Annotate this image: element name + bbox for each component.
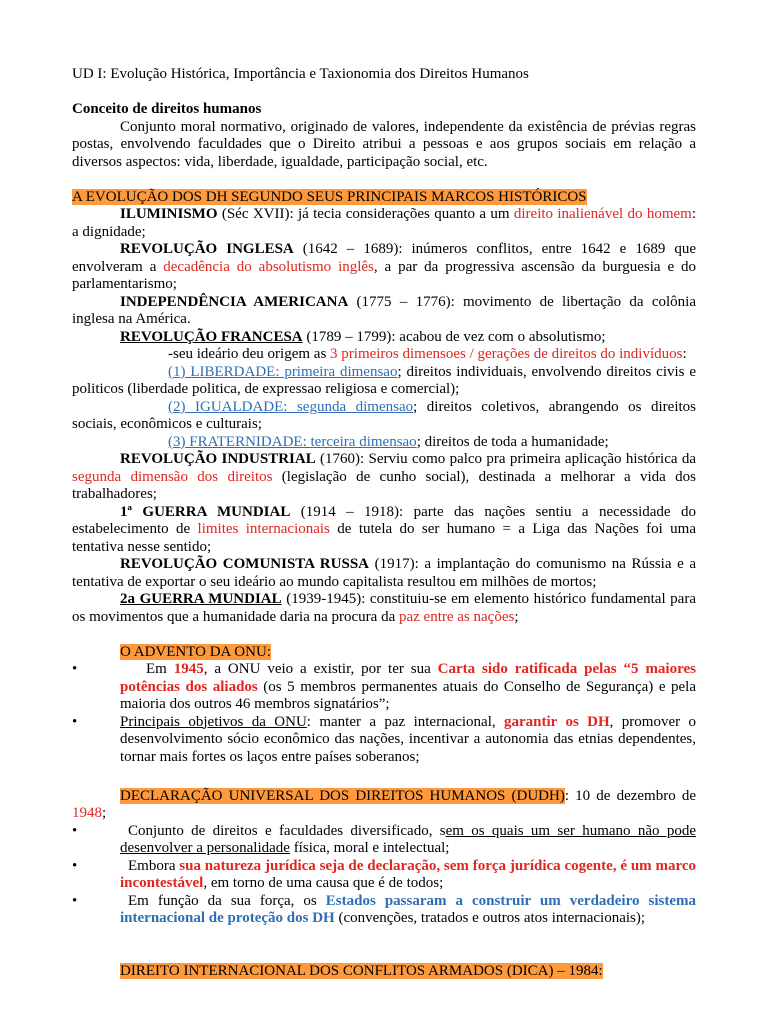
independencia-americana-paragraph: INDEPENDÊNCIA AMERICANA (1775 – 1776): movimento de libertação da colônia inglesa na América.: [72, 293, 696, 327]
evolution-heading: A EVOLUÇÃO DOS DH SEGUNDO SEUS PRINCIPAIS MARCOS HISTÓRICOS: [72, 188, 587, 205]
concept-text: Conjunto moral normativo, originado de valores, independente da existência de prévias regras postas, envolvendo faculdades que o Direito atribui a pessoas e aos grupos sociais em relação a diversos aspectos: vida, liberdade, igualdade, participação social, etc.: [72, 118, 696, 170]
dimension-3: (3) FRATERNIDADE: terceira dimensao; direitos de toda a humanidade;: [168, 433, 609, 450]
dudh-bullet-1: • Conjunto de direitos e faculdades diversificado, sem os quais um ser humano não pode desenvolver a personalidade física, moral e intelectual;: [72, 822, 696, 856]
onu-bullet-2: • Principais objetivos da ONU: manter a paz internacional, garantir os DH, promover o desenvolvimento sócio econômico das nações, incentivar a autonomia das etnias dependentes, tornar mais fortes os laços entre países soberanos;: [72, 713, 696, 765]
francesa-subline: -seu ideário deu origem as 3 primeiros dimensoes / gerações de direitos do indivíduos:: [168, 346, 687, 362]
dudh-paragraph: DECLARAÇÃO UNIVERSAL DOS DIREITOS HUMANOS (DUDH): 10 de dezembro de 1948;: [72, 787, 696, 821]
document-page: [72, 66, 696, 980]
bullet-glyph: •: [72, 822, 78, 839]
bullet-glyph: •: [72, 661, 78, 677]
onu-bullet-1: • Em 1945, a ONU veio a existir, por ter sua Carta sido ratificada pelas “5 maiores potências dos aliados (os 5 membros permanentes atuais do Conselho de Segurança) e pela maioria dos outros 46 membros signatários”;: [72, 661, 696, 712]
revolucao-inglesa-paragraph: REVOLUÇÃO INGLESA (1642 – 1689): inúmeros conflitos, entre 1642 e 1689 que envolveram a decadência do absolutismo inglês, a par da progressiva ascensão da burguesia e do parlamentarismo;: [72, 241, 696, 292]
primeira-guerra-paragraph: 1ª GUERRA MUNDIAL (1914 – 1918): parte das nações sentiu a necessidade do estabelecimento de limites internacionais de tutela do ser humano = a Liga das Nações foi uma tentativa nesse sentido;: [72, 503, 697, 555]
bullet-glyph: •: [72, 857, 78, 874]
document-title: UD I: Evolução Histórica, Importância e Taxionomia dos Direitos Humanos: [72, 66, 529, 82]
dimension-1: (1) LIBERDADE: primeira dimensao; direitos individuais, envolvendo direitos civis e politicos (liberdade politica, de expressao religiosa e comercial);: [72, 363, 696, 397]
onu-heading: O ADVENTO DA ONU:: [120, 643, 271, 660]
bullet-glyph: •: [72, 892, 78, 909]
iluminismo-paragraph: ILUMINISMO (Séc XVII): já tecia considerações quanto a um direito inalienável do homem: a dignidade;: [72, 206, 696, 240]
revolucao-industrial-paragraph: REVOLUÇÃO INDUSTRIAL (1760): Serviu como palco pra primeira aplicação histórica da segunda dimensão dos direitos (legislação de cunho social), destinada a melhorar a vida dos trabalhadores;: [72, 451, 696, 502]
dudh-bullet-2: • Embora sua natureza jurídica seja de declaração, sem força jurídica cogente, é um marco incontestável, em torno de uma causa que é de todos;: [72, 857, 697, 891]
bullet-glyph: •: [72, 713, 78, 730]
revolucao-russa-paragraph: REVOLUÇÃO COMUNISTA RUSSA (1917): a implantação do comunismo na Rússia e a tentativa de exportar o seu ideário ao mundo capitalista resultou em milhões de mortos;: [72, 556, 696, 590]
dimension-2: (2) IGUALDADE: segunda dimensao; direitos coletivos, abrangendo os direitos sociais, econômicos e culturais;: [72, 398, 696, 432]
dica-heading: DIREITO INTERNACIONAL DOS CONFLITOS ARMADOS (DICA) – 1984:: [120, 962, 603, 979]
revolucao-francesa-paragraph: REVOLUÇÃO FRANCESA (1789 – 1799): acabou de vez com o absolutismo;: [120, 328, 606, 345]
segunda-guerra-paragraph: 2a GUERRA MUNDIAL (1939-1945): constituiu-se em elemento histórico fundamental para os movimentos que a humanidade daria na procura da paz entre as nações;: [72, 591, 696, 625]
dudh-bullet-3: • Em função da sua força, os Estados passaram a construir um verdadeiro sistema internacional de proteção dos DH (convenções, tratados e outros atos internacionais);: [72, 892, 696, 926]
concept-heading: Conceito de direitos humanos: [72, 101, 262, 117]
dudh-heading: DECLARAÇÃO UNIVERSAL DOS DIREITOS HUMANOS (DUDH): [120, 787, 565, 804]
